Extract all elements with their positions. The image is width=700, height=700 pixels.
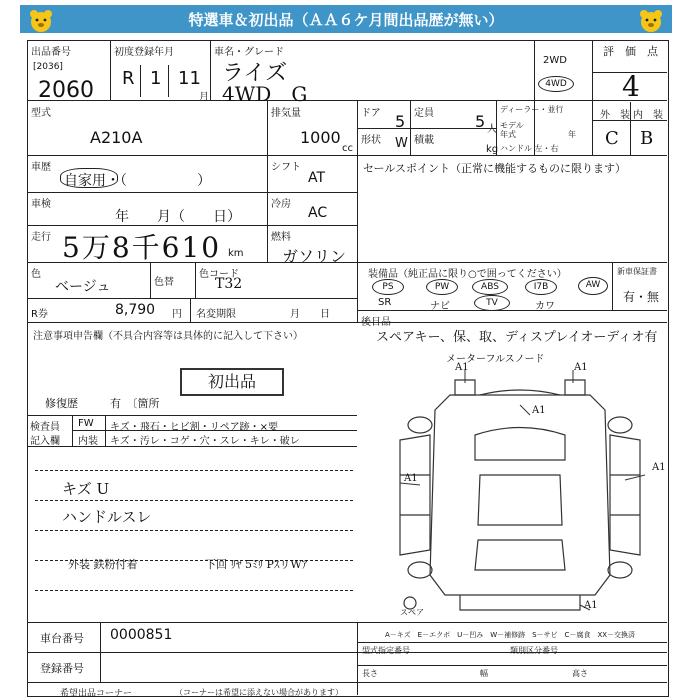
notes-label: 注意事項申告欄（不具合内容等は具体的に記入して下さい） bbox=[33, 331, 303, 342]
handwritten-note-4: 下回 ﾘﾔ 5ﾐﾘ PｽリWｱ bbox=[205, 558, 308, 571]
shape-value: W bbox=[395, 136, 408, 151]
capacity-value: 5 bbox=[475, 112, 486, 131]
year-unit: 年 bbox=[568, 130, 576, 139]
equip-abs: ABS bbox=[472, 279, 508, 295]
handwritten-note-1: キズ U bbox=[62, 480, 110, 498]
era: R bbox=[122, 68, 135, 89]
legend: A－キズ E－エクボ U－凹み W－補修跡 S－サビ C－腐食 XX－交換済 bbox=[385, 631, 636, 639]
car-damage-diagram bbox=[380, 365, 660, 620]
door-label: ドア bbox=[361, 108, 381, 119]
shift-label: シフト bbox=[271, 162, 301, 173]
type-label: 型式 bbox=[31, 108, 51, 119]
header-banner bbox=[20, 5, 672, 33]
bottom-label: 希望出品コーナー bbox=[60, 689, 133, 699]
year: 1 bbox=[150, 68, 162, 89]
interior-check-label: 内装 bbox=[78, 436, 98, 447]
equip-ps: PS bbox=[372, 279, 404, 295]
equip-aw: AW bbox=[578, 277, 608, 295]
fw-items: キズ・飛石・ヒビ割・リペア跡・×要 bbox=[110, 422, 278, 433]
recycle-label: R券 bbox=[31, 309, 48, 320]
ac-label: 冷房 bbox=[271, 199, 291, 210]
damage-mark-rear: A1 bbox=[584, 600, 598, 611]
month-unit: 月 bbox=[199, 92, 209, 103]
displacement-label: 排気量 bbox=[271, 108, 301, 119]
drive-2wd: 2WD bbox=[543, 55, 567, 66]
inspection-label: 車検 bbox=[31, 199, 51, 210]
dealer-label: ディーラー・並行 bbox=[500, 105, 564, 114]
damage-mark-left-side: A1 bbox=[404, 473, 418, 484]
sales-label: セールスポイント（正常に機能するものに限ります） bbox=[363, 162, 627, 175]
history-label: 車歴 bbox=[31, 162, 51, 173]
color-value: ベージュ bbox=[55, 279, 111, 295]
history-circle bbox=[60, 168, 118, 188]
capacity-unit: 人 bbox=[487, 124, 497, 135]
ac-value: AC bbox=[308, 205, 328, 221]
damage-mark-front-right: A1 bbox=[574, 362, 588, 373]
interior-label: 内 装 bbox=[633, 110, 663, 121]
fuel-value: ガソリン bbox=[282, 247, 347, 266]
aftermarket-value: スペアキー、保、取、ディスプレイオーディオ有 bbox=[376, 330, 658, 345]
repair-label: 修復歴 bbox=[45, 397, 78, 410]
handle-label: ハンドル 左・右 bbox=[500, 144, 559, 153]
fw-label: FW bbox=[78, 418, 94, 429]
equip-navi: ナビ bbox=[430, 301, 450, 312]
model-year-sub: 年式 bbox=[500, 130, 516, 139]
spare-label: スペア bbox=[400, 608, 424, 617]
equipment-label: 装備品（純正品に限り○で囲ってください） bbox=[368, 269, 567, 280]
model-name: ライズ bbox=[222, 61, 288, 86]
drive-4wd-circled: 4WD bbox=[538, 76, 574, 92]
equip-sr: SR bbox=[378, 297, 392, 308]
bear-mascot-icon bbox=[638, 9, 664, 33]
first-reg-label: 初度登録年月 bbox=[114, 47, 174, 58]
color-code-value: T32 bbox=[215, 276, 243, 292]
aftermarket-label: 後日品 bbox=[361, 317, 391, 328]
shift-value: AT bbox=[308, 170, 326, 186]
handwritten-note-3: 外装 鉄粉付着 bbox=[68, 558, 138, 571]
height-label: 高さ bbox=[572, 669, 588, 678]
length-label: 長さ bbox=[362, 669, 378, 678]
width-label: 幅 bbox=[480, 669, 488, 678]
rating-label: 評 価 点 bbox=[603, 45, 658, 58]
handwritten-note-2: ハンドルスレ bbox=[62, 508, 152, 526]
first-listing-stamp: 初出品 bbox=[180, 368, 284, 396]
inspector-label: 検査員 bbox=[30, 422, 60, 433]
interior-items: キズ・汚レ・コゲ・穴・スレ・キレ・破レ bbox=[110, 436, 300, 447]
model-label: 車名・グレード bbox=[214, 47, 284, 58]
damage-mark-hood: A1 bbox=[532, 405, 546, 416]
mileage-value: 5万8千610 bbox=[62, 231, 222, 264]
model-year-label: モデル bbox=[500, 121, 524, 130]
recycle-value: 8,790 bbox=[115, 302, 156, 318]
capacity-label: 定員 bbox=[414, 108, 434, 119]
rating-value: 4 bbox=[622, 70, 640, 103]
fuel-label: 燃料 bbox=[271, 232, 291, 243]
name-change-label: 名変期限 bbox=[196, 309, 236, 320]
lot-number-label: 出品番号 bbox=[31, 47, 71, 58]
interior-grade: B bbox=[640, 128, 654, 149]
equip-tv: TV bbox=[474, 295, 510, 311]
name-change-value: 月 日 bbox=[290, 309, 330, 320]
damage-mark-right-side: A1 bbox=[652, 462, 666, 473]
color-change-label: 色替 bbox=[154, 277, 174, 288]
displacement-value: 1000 bbox=[300, 128, 341, 147]
exterior-label: 外 装 bbox=[600, 110, 630, 121]
damage-mark-front-left: A1 bbox=[455, 362, 469, 373]
repair-value: 有 〔箇所 bbox=[110, 397, 160, 410]
inspection-value: 年 月（ 日） bbox=[115, 209, 241, 225]
model-designation-label: 型式指定番号 bbox=[362, 646, 410, 655]
mileage-unit: km bbox=[228, 248, 244, 259]
recycle-unit: 円 bbox=[172, 309, 182, 320]
month: 11 bbox=[178, 68, 201, 89]
mileage-label: 走行 bbox=[31, 232, 51, 243]
bottom-note: （コーナーは希望に添えない場合があります） bbox=[175, 688, 343, 697]
warranty-value: 有・無 bbox=[623, 290, 660, 304]
chassis-label: 車台番号 bbox=[40, 632, 84, 645]
banner-title: 特選車＆初出品（ＡＡ６ケ月間出品歴が無い） bbox=[188, 11, 504, 29]
equip-pw: PW bbox=[426, 279, 458, 295]
color-label: 色 bbox=[31, 269, 41, 280]
equip-leather: カワ bbox=[535, 301, 555, 312]
door-value: 5 bbox=[395, 112, 406, 131]
grade: 4WD G bbox=[222, 82, 308, 106]
history-value: 自家用・（ ） bbox=[64, 173, 211, 189]
lot-number: 2060 bbox=[38, 78, 94, 103]
exterior-grade: C bbox=[605, 128, 619, 149]
lot-prefix: [2036] bbox=[33, 62, 63, 72]
category-label: 類別区分番号 bbox=[510, 646, 558, 655]
load-label: 積載 bbox=[414, 135, 434, 146]
equip-airbag: I7B bbox=[525, 279, 557, 295]
displacement-unit: cc bbox=[342, 143, 353, 154]
reg-number-label: 登録番号 bbox=[40, 662, 84, 675]
color-code-label: 色コード bbox=[199, 269, 239, 280]
diagram-note: メーターフルスノード bbox=[446, 354, 545, 365]
chassis-value: 0000851 bbox=[110, 627, 173, 643]
warranty-label: 新車保証書 bbox=[617, 267, 657, 276]
load-unit: kg bbox=[486, 144, 499, 155]
entry-label: 記入欄 bbox=[30, 436, 60, 447]
type-value: A210A bbox=[90, 128, 143, 147]
shape-label: 形状 bbox=[361, 135, 381, 146]
